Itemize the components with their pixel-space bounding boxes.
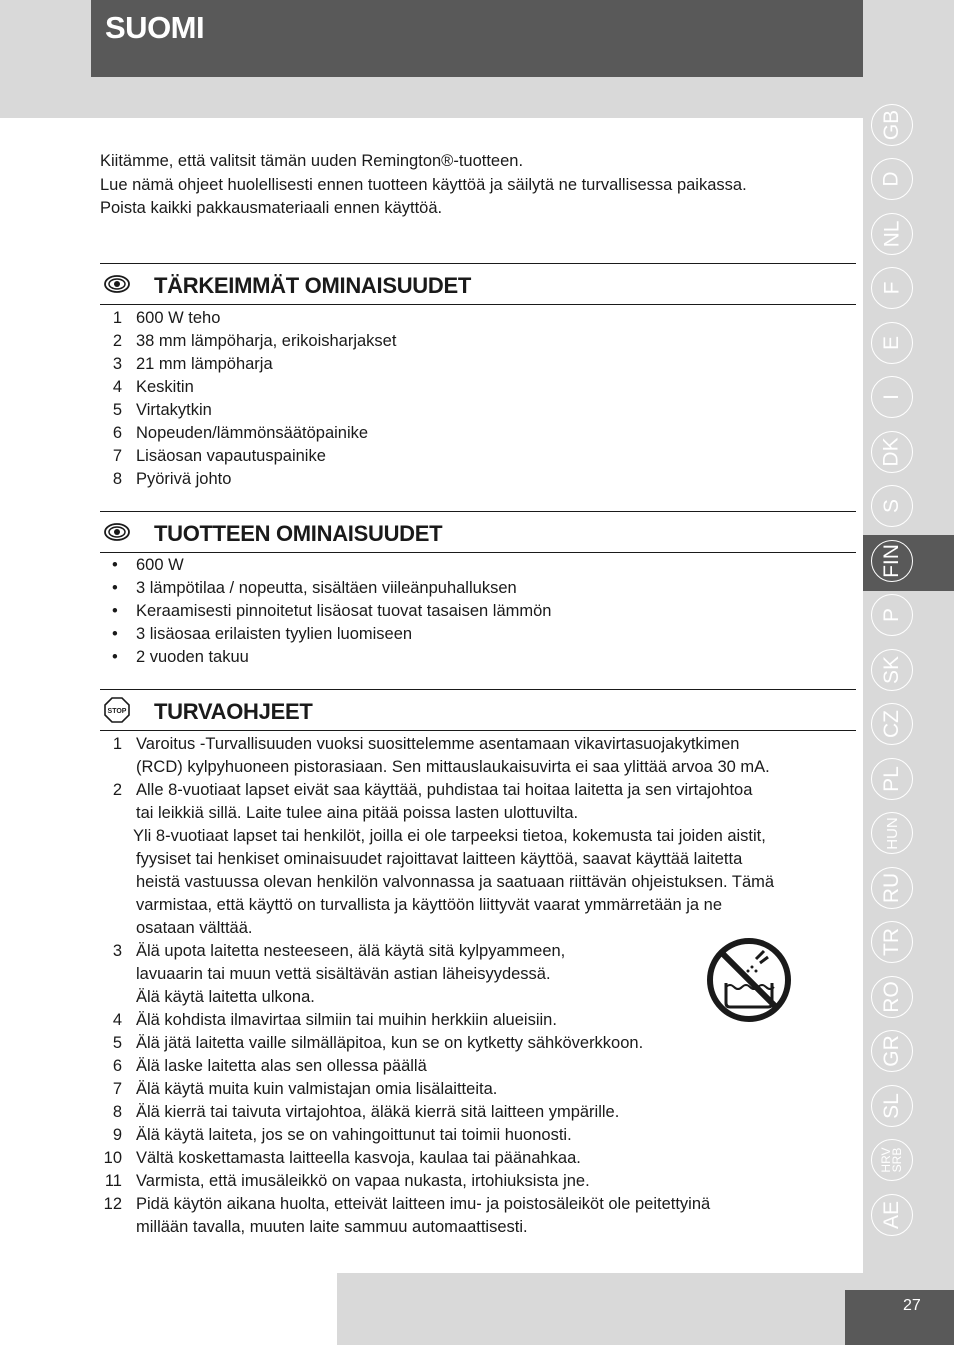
list-item: 5 Älä jätä laitetta vaille silmälläpitoa, kun se on kytketty sähköverkkoon. [112, 1034, 644, 1052]
header-bar [91, 0, 863, 77]
intro-text [100, 150, 747, 221]
list-item: 12 Pidä käytön aikana huolta, etteivät laitteen imu- ja poistosäleiköt ole peitettyinä millään tavalla, muuten laite sammuu automaattisesti. [103, 1195, 711, 1236]
list-item: • 3 lämpötilaa / nopeutta, sisältäen viileänpuhalluksen [112, 579, 517, 597]
tab-f[interactable]: F [871, 267, 913, 309]
list-item: 4 Keskitin [112, 378, 194, 396]
list-item: 2 Alle 8-vuotiaat lapset eivät saa käyttää, puhdistaa tai hoitaa laitetta ja sen virtajohtoa tai leikkiä sillä. Laite tulee aina pitää poissa lasten ulottuvilta. [112, 781, 753, 822]
tab-cz[interactable]: CZ [871, 703, 913, 745]
language-tabs [863, 96, 954, 1256]
list-item: 7 Älä käytä muita kuin valmistajan omia lisälaitteita. [112, 1080, 498, 1098]
list-item: • 600 W [112, 556, 184, 574]
tab-sk[interactable]: SK [871, 649, 913, 691]
tab-fin[interactable]: FIN [871, 540, 913, 582]
tab-i[interactable]: I [871, 376, 913, 418]
list-item: 11 Varmista, että imusäleikkö on vapaa nukasta, irtohiuksista jne. [104, 1172, 590, 1190]
section-title: TUOTTEEN OMINAISUUDET [154, 521, 443, 546]
tab-tr[interactable]: TR [871, 921, 913, 963]
product-list [100, 554, 856, 669]
eye-icon [104, 522, 130, 542]
page-number-box [845, 1290, 954, 1345]
list-item: 3 21 mm lämpöharja [112, 355, 273, 373]
tab-pl[interactable]: PL [871, 758, 913, 800]
intro-line: Poista kaikki pakkausmateriaali ennen käyttöä. [100, 199, 443, 217]
section-header-features [100, 263, 856, 305]
list-item: 1 600 W teho [112, 309, 221, 327]
list-item: • 3 lisäosaa erilaisten tyylien luomiseen [112, 625, 413, 643]
list-item: • Keraamisesti pinnoitetut lisäosat tuovat tasaisen lämmön [112, 602, 552, 620]
eye-icon [104, 274, 130, 294]
list-item: 10 Vältä koskettamasta laitteella kasvoja, kaulaa tai päänahkaa. [103, 1149, 581, 1167]
section-header-safety [100, 689, 856, 731]
intro-line: Lue nämä ohjeet huolellisesti ennen tuotteen käyttöä ja säilytä ne turvallisessa paikassa. [100, 175, 747, 194]
tab-e[interactable]: E [871, 322, 913, 364]
list-item: 4 Älä kohdista ilmavirtaa silmiin tai muihin herkkiin alueisiin. [112, 1011, 557, 1029]
list-item: 6 Nopeuden/lämmönsäätöpainike [112, 424, 369, 442]
bottom-white-band [0, 1273, 337, 1345]
list-item: 6 Älä laske laitetta alas sen ollessa päällä [112, 1057, 427, 1075]
list-item: 8 Älä kierrä tai taivuta virtajohtoa, äläkä kierrä sitä laitteen ympärille. [112, 1103, 620, 1121]
tab-hun[interactable]: HUN [871, 812, 913, 854]
tab-s[interactable]: S [871, 485, 913, 527]
page-title: SUOMI [105, 10, 205, 45]
tab-sl[interactable]: SL [871, 1085, 913, 1127]
section-title: TÄRKEIMMÄT OMINAISUUDET [154, 273, 471, 298]
tab-ru[interactable]: RU [871, 867, 913, 909]
tab-hrv-srb[interactable]: HRV SRB [871, 1139, 913, 1181]
list-item: 3 Älä upota laitetta nesteeseen, älä käytä sitä kylpyammeen, lavuaarin tai muun vettä sisältävän astian läheisyydessä. Älä käytä laitetta ulkona. [112, 942, 566, 1006]
tab-ae[interactable]: AE [871, 1194, 913, 1236]
tab-gr[interactable]: GR [871, 1030, 913, 1072]
list-item: • 2 vuoden takuu [112, 648, 249, 666]
section-title: TURVAOHJEET [154, 699, 313, 724]
tab-ro[interactable]: RO [871, 976, 913, 1018]
list-item: 8 Pyörivä johto [112, 470, 232, 488]
no-water-warning-icon [706, 937, 792, 1023]
tab-gb[interactable]: GB [871, 104, 913, 146]
intro-line: Kiitämme, että valitsit tämän uuden Remington®-tuotteen. [100, 152, 524, 170]
list-item: 2 38 mm lämpöharja, erikoisharjakset [112, 332, 397, 350]
list-item: 9 Älä käytä laiteta, jos se on vahingoittunut tai toimii huonosti. [112, 1126, 572, 1144]
tab-p[interactable]: P [871, 594, 913, 636]
stop-icon [104, 697, 130, 723]
list-item: 7 Lisäosan vapautuspainike [112, 447, 326, 465]
tab-dk[interactable]: DK [871, 431, 913, 473]
tab-d[interactable]: D [871, 158, 913, 200]
page-number: 27 [903, 1297, 921, 1314]
list-item: 1 Varoitus -Turvallisuuden vuoksi suosittelemme asentamaan vikavirtasuojakytkimen (RCD) kylpyhuoneen pistorasiaan. Sen mittauslaukaisuvirta ei saa ylittää arvoa 30 mA. [112, 735, 770, 776]
list-item: 5 Virtakytkin [112, 401, 212, 419]
features-list [100, 307, 856, 491]
tab-nl[interactable]: NL [871, 213, 913, 255]
stop-icon-label: STOP [107, 708, 127, 715]
list-item: Yli 8-vuotiaat lapset tai henkilöt, joilla ei ole tarpeeksi tietoa, kokemusta tai joiden aistit, fyysiset tai henkiset ominaisuudet rajoittavat laitteen käyttöä, saavat käyttää laitetta heistä vastuussa olevan henkilön valvonnassa ja saatuaan riittävän ohjeistuksen. Tämä varmistaa, että käyttö on turvallista ja käyttöön liittyvät vaarat ymmärretään ja ne osataan välttää. [133, 827, 775, 937]
section-header-product [100, 511, 856, 553]
